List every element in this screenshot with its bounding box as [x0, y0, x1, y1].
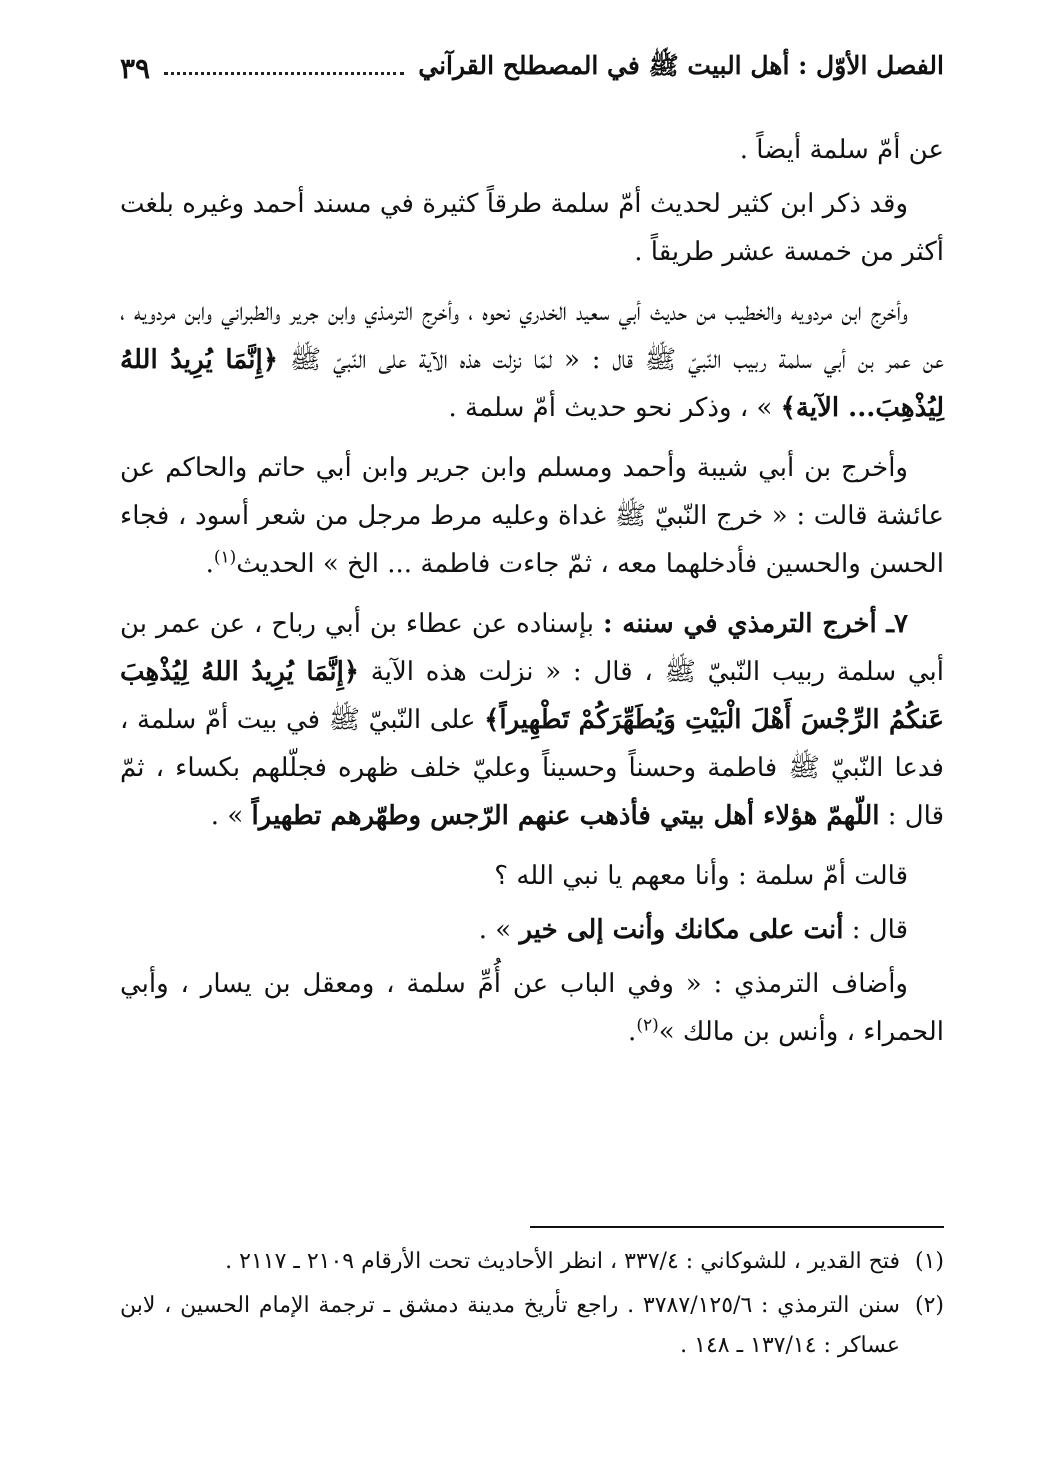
- footnote-1: [120, 1242, 944, 1282]
- footnote-text: سنن الترمذي : ٣٧٨٧/١٢٥/٦ . راجع تأريخ مدينة دمشق ـ ترجمة الإمام الحسين ، لابن عساكر : ١٣٧/١٤ ـ ١٤٨ .: [120, 1293, 900, 1358]
- chapter-title: الفصل الأوّل : أهل البيت ﷺ في المصطلح القرآني: [418, 50, 944, 80]
- paragraph-7-text-a: قال :: [843, 915, 908, 945]
- footnote-separator: [530, 1226, 944, 1228]
- paragraph-1: عن أمّ سلمة أيضاً .: [739, 135, 944, 165]
- paragraph-8-text: وأضاف الترمذي : « وفي الباب عن أُمِّ سلمة ، ومعقل بن يسار ، وأبي الحمراء ، وأنس بن مالك »: [120, 969, 944, 1047]
- paragraph-7: [120, 906, 944, 954]
- footnote-ref-1: (١): [213, 547, 237, 568]
- prophet-reply: أنت على مكانك وأنت إلى خير: [519, 915, 844, 945]
- paragraph-8-end: .: [628, 1017, 637, 1047]
- running-header: [120, 48, 944, 88]
- footnote-number: (١): [914, 1249, 944, 1274]
- paragraph-4: [120, 444, 944, 588]
- header-leader-dots: [164, 71, 404, 75]
- paragraph-4-end: .: [205, 549, 214, 579]
- paragraph-4-text: وأخرج بن أبي شيبة وأحمد ومسلم وابن جرير وابن أبي حاتم والحاكم عن عائشة قالت : « خرج النّبيّ ﷺ غداة وعليه مرط مرجل من شعر أسود ، فجاء الحسن والحسين فأدخلهما معه ، ثمّ جاءت فاطمة ... الخ » الحديث: [120, 453, 944, 579]
- paragraph-7-text-b: » .: [478, 915, 520, 945]
- quran-quote-1: ﴿إِنَّمَا يُرِيدُ اللهُ لِيُذْهِبَ... الآية﴾: [120, 345, 944, 423]
- paragraph-8: [120, 960, 944, 1056]
- paragraph-2: وقد ذكر ابن كثير لحديث أمّ سلمة طرقاً كثيرة في مسند أحمد وغيره بلغت أكثر من خمسة عشر طريقاً .: [120, 189, 944, 267]
- prophet-quote: اللّهمّ هؤلاء أهل بيتي فأذهب عنهم الرّجس وطهّرهم تطهيراً: [251, 801, 880, 831]
- paragraph-3-text-b: » ، وذكر نحو حديث أمّ سلمة .: [448, 393, 781, 423]
- footnote-number: (٢): [914, 1293, 944, 1318]
- paragraph-3: [120, 288, 944, 432]
- paragraph-5-text-a: بإسناده عن عطاء بن أبي رباح ، عن عمر بن أبي سلمة ربيب النّبيّ ﷺ ، قال : « نزلت هذه الآية: [120, 609, 945, 687]
- quran-quote-2: ﴿إِنَّمَا يُرِيدُ اللهُ لِيُذْهِبَ عَنكُمُ الرِّجْسَ أَهْلَ الْبَيْتِ وَيُطَهِّرَكُمْ تَطْهِيراً﴾: [120, 657, 944, 735]
- section-heading-7: ٧ـ أخرج الترمذي في سننه :: [602, 609, 909, 639]
- page-number: ٣٩: [120, 51, 151, 85]
- paragraph-3-text-a: وأخرج ابن مردويه والخطيب من حديث أبي سعيد الخدري نحوه ، وأخرج الترمذي وابن جرير والطبراني وابن مردويه ، عن عمر بن أبي سلمة ربيب النّبيّ ﷺ قال : « لمّا نزلت هذه الآية على النّبيّ ﷺ: [120, 297, 944, 375]
- paragraph-5-text-c: » .: [210, 801, 252, 831]
- paragraph-6: قالت أمّ سلمة : وأنا معهم يا نبي الله ؟: [494, 861, 908, 891]
- main-text: [120, 126, 944, 1068]
- footnote-ref-2: (٢): [636, 1015, 659, 1036]
- paragraph-5: [120, 600, 944, 840]
- footnote-2: [120, 1286, 944, 1366]
- footnotes: [120, 1242, 944, 1370]
- footnote-text: فتح القدير ، للشوكاني : ٣٣٧/٤ ، انظر الأحاديث تحت الأرقام ٢١٠٩ ـ ٢١١٧ .: [225, 1249, 900, 1274]
- paragraph-5-text-b: على النّبيّ ﷺ في بيت أمّ سلمة ، فدعا النّبيّ ﷺ فاطمة وحسناً وحسيناً وعليّ خلف ظهره فجلّلهم بكساء ، ثمّ قال :: [120, 705, 944, 831]
